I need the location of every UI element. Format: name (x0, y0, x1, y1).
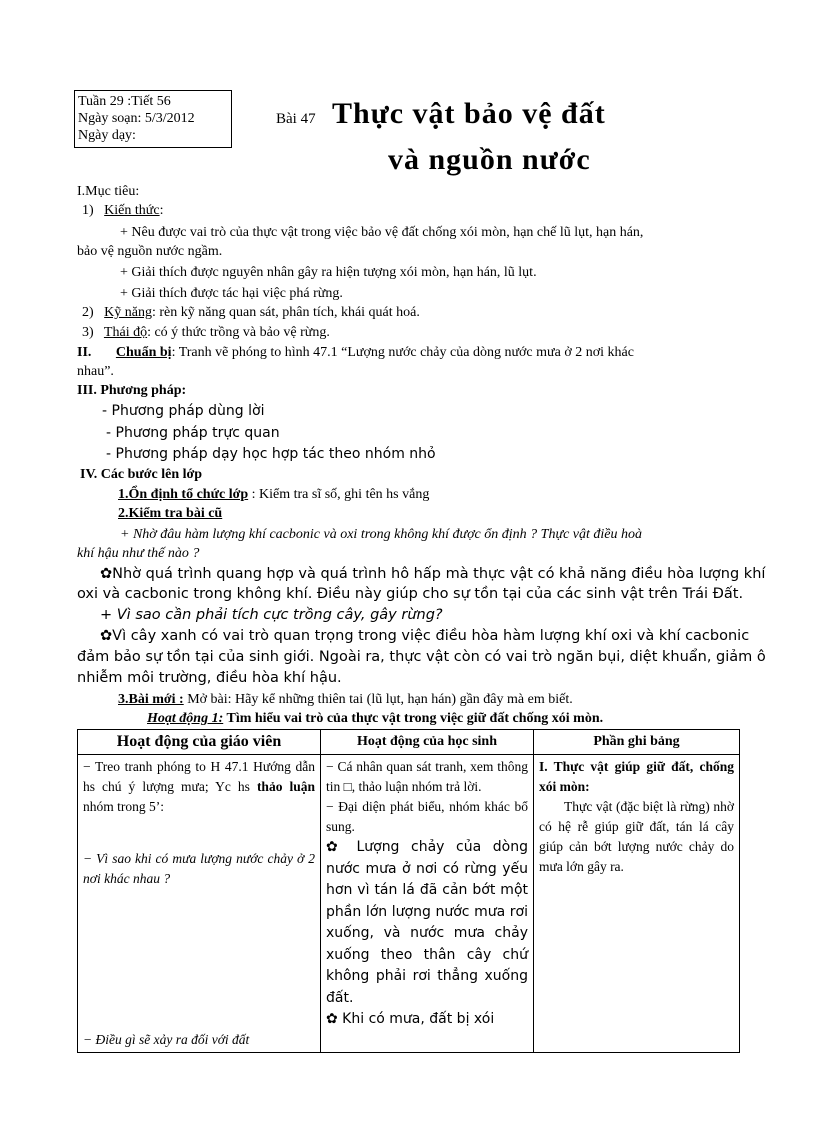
table-header-row (78, 730, 740, 755)
skills-text: : rèn kỹ năng quan sát, phân tích, khái quát hoá. (152, 305, 420, 320)
teacher-p2: − Vì sao khi có mưa lượng nước chảy ở 2 nơi khác nhau ? (83, 851, 315, 886)
answer2-line3: nhiễm môi trường, điều hòa khí hậu. (77, 670, 342, 686)
methods-heading: III. Phương pháp: (77, 383, 187, 398)
notes-heading: I. Thực vật giúp giữ đất, chống xói mòn: (539, 759, 734, 794)
method-item-3: - Phương pháp dạy học hợp tác theo nhóm nhỏ (106, 446, 436, 462)
header-student: Hoạt động của học sinh (321, 730, 534, 755)
answer1-line1: ✿Nhờ quá trình quang hợp và quá trình hô hấp mà thực vật có khả năng điều hòa lượng khí (100, 566, 766, 582)
student-p2: − Đại diện phát biểu, nhóm khác bổ sung. (326, 799, 528, 834)
attitude-text: : có ý thức trồng và bảo vệ rừng. (147, 325, 330, 340)
activity1-label: Hoạt động 1: (147, 711, 224, 726)
week-period: Tuần 29 :Tiết 56 (78, 94, 171, 109)
method-item-1: - Phương pháp dùng lời (102, 403, 265, 419)
page-title-line2: và nguồn nước (388, 143, 591, 176)
knowledge-item-1: + Nêu được vai trò của thực vật trong việc bảo vệ đất chống xói mòn, hạn chế lũ lụt, hạn hán, (120, 225, 644, 240)
answer2-line1: ✿Vì cây xanh có vai trò quan trọng trong việc điều hòa hàm lượng khí oxi và khí cacbonic (100, 628, 750, 644)
knowledge-num: 1) (82, 203, 94, 218)
lesson-table (77, 729, 740, 1053)
notes-cell (534, 755, 740, 1053)
skills-line (82, 305, 420, 321)
preparation-text: : Tranh vẽ phóng to hình 47.1 “Lượng nước chảy của dòng nước mưa ở 2 nơi khác (171, 345, 634, 360)
activity1-line (147, 711, 603, 727)
attitude-num: 3) (82, 325, 94, 340)
teach-date: Ngày dạy: (78, 128, 136, 143)
steps-heading: IV. Các bước lên lớp (80, 467, 203, 482)
student-cell (321, 755, 534, 1053)
prep-date: Ngày soạn: 5/3/2012 (78, 111, 195, 126)
teacher-p1-text: − Treo tranh phóng to H 47.1 Hướng dẫn hs chú ý lượng mưa; Yc hs (83, 759, 315, 794)
teacher-p3: − Điều gì sẽ xảy ra đối với đất (83, 1032, 250, 1047)
method-item-2: - Phương pháp trực quan (106, 425, 280, 441)
student-p4: ✿ Khi có mưa, đất bị xói (326, 1011, 495, 1027)
question1-line1: + Nhờ đâu hàm lượng khí cacbonic và oxi trong không khí được ổn định ? Thực vật điều hoà (120, 527, 643, 542)
preparation-text-cont: nhau”. (77, 364, 114, 379)
step1-text: : Kiểm tra sĩ số, ghi tên hs vắng (248, 487, 430, 502)
question1-line2: khí hậu như thế nào ? (77, 546, 200, 561)
preparation-num: II. (77, 345, 92, 360)
knowledge-item-2: + Giải thích được nguyên nhân gây ra hiện tượng xói mòn, hạn hán, lũ lụt. (120, 265, 537, 280)
step1-line (118, 487, 429, 503)
knowledge-colon: : (159, 203, 164, 218)
answer2-line2: đảm bảo sự tồn tại của sinh giới. Ngoài ra, thực vật còn có vai trò ngăn bụi, diệt khuẩn, giảm ô (77, 649, 766, 665)
knowledge-line (82, 203, 163, 219)
step3-text: Mở bài: Hãy kể những thiên tai (lũ lụt, hạn hán) gần đây mà em biết. (183, 692, 573, 707)
teacher-p1-end: nhóm trong 5’: (83, 799, 164, 814)
knowledge-item-3: + Giải thích được tác hại việc phá rừng. (120, 286, 343, 301)
skills-label: Kỹ năng (104, 305, 152, 320)
attitude-line (82, 325, 330, 341)
skills-num: 2) (82, 305, 94, 320)
student-p1: − Cá nhân quan sát tranh, xem thông tin □, thảo luận nhóm trả lời. (326, 759, 528, 794)
header-teacher: Hoạt động của giáo viên (78, 730, 321, 755)
lesson-info-box (74, 90, 232, 148)
objectives-heading: I.Mục tiêu: (77, 184, 140, 199)
teacher-p1-bold: thảo luận (256, 779, 315, 794)
student-p3: ✿ Lượng chảy của dòng nước mưa ở nơi có rừng yếu hơn vì tán lá đã cản bớt một phần lớn lượng nước mưa rơi xuống, và nước mưa chảy xuống theo thân cây chứ không phải rơi thẳng xuống đất. (326, 839, 528, 1006)
preparation-label: Chuẩn bị (115, 345, 172, 360)
step3-label: 3.Bài mới : (118, 692, 184, 707)
teacher-cell (78, 755, 321, 1053)
step2-label: 2.Kiểm tra bài cũ (118, 506, 223, 521)
teacher-p1 (83, 757, 315, 817)
preparation-line (77, 345, 634, 361)
page-title-line1: Thực vật bảo vệ đất (332, 97, 606, 130)
activity1-text: Tìm hiểu vai trò của thực vật trong việc giữ đất chống xói mòn. (223, 711, 604, 726)
attitude-label: Thái độ (103, 325, 148, 340)
header-notes: Phần ghi bảng (534, 730, 740, 755)
notes-body: Thực vật (đặc biệt là rừng) nhờ có hệ rễ giúp giữ đất, tán lá cây giúp cản bớt lượng nước chảy do mưa lớn gây ra. (539, 799, 734, 874)
table-row (78, 755, 740, 1053)
lesson-number: Bài 47 (276, 111, 316, 127)
step3-line (118, 692, 573, 708)
knowledge-label: Kiến thức (104, 203, 160, 218)
question2: + Vì sao cần phải tích cực trồng cây, gây rừng? (100, 607, 443, 623)
step1-label: 1.Ổn định tổ chức lớp (118, 487, 249, 502)
answer1-line2: oxi và cacbonic trong không khí. Điều này giúp cho sự tồn tại của các sinh vật trên Trái Đất. (77, 586, 744, 602)
knowledge-item-1-cont: bảo vệ nguồn nước ngầm. (77, 244, 223, 259)
